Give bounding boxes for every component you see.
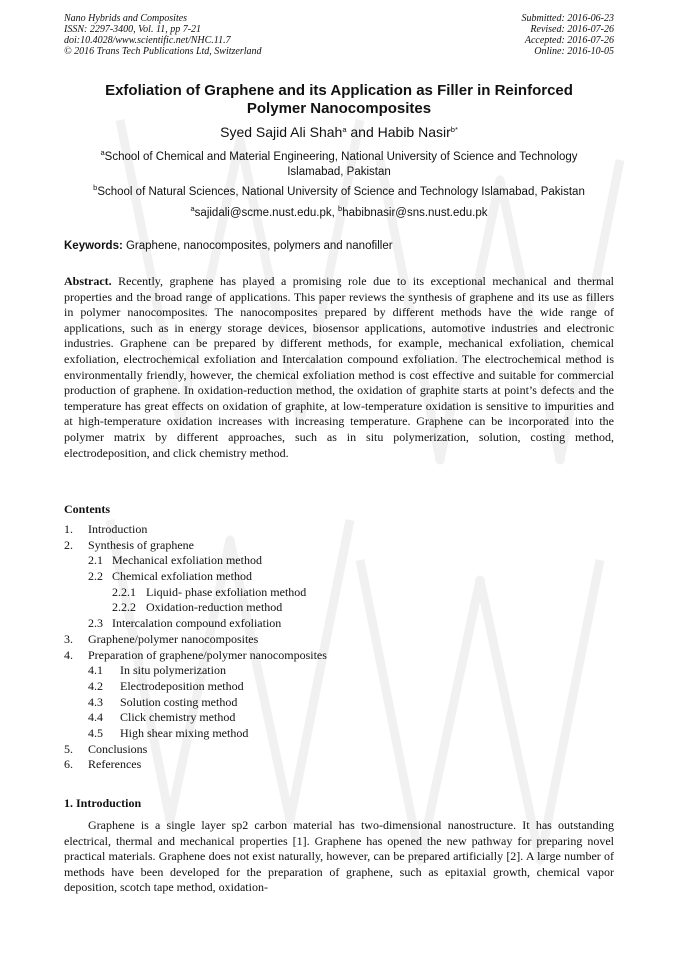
toc-item-number: 1. bbox=[64, 522, 73, 536]
affiliation-a bbox=[64, 150, 614, 180]
toc-item bbox=[64, 632, 564, 648]
toc-item-text: Conclusions bbox=[88, 741, 148, 756]
author-conjunction: and bbox=[346, 124, 378, 140]
toc-item bbox=[64, 695, 564, 711]
toc-item bbox=[64, 742, 564, 758]
toc-item-number: 2. bbox=[64, 537, 73, 552]
date-revised: Revised: 2016-07-26 bbox=[530, 24, 614, 35]
abstract-label: Abstract. bbox=[64, 274, 112, 288]
toc-item-number: 4.1 bbox=[88, 663, 103, 678]
affiliation-text: School of Chemical and Material Engineering, National University of Science and Technology bbox=[104, 151, 578, 163]
journal-info bbox=[64, 13, 262, 57]
toc-item-text: Introduction bbox=[88, 522, 148, 536]
toc-item-number: 2.2 bbox=[88, 569, 103, 584]
author-name: Syed Sajid Ali Shah bbox=[220, 124, 343, 140]
author-list bbox=[64, 123, 614, 141]
table-of-contents bbox=[64, 522, 564, 773]
toc-item-text: Solution costing method bbox=[120, 694, 238, 709]
date-submitted: Submitted: 2016-06-23 bbox=[521, 13, 614, 24]
email-mark: a bbox=[190, 204, 195, 213]
toc-item-number: 2.2.2 bbox=[112, 600, 136, 615]
toc-item-text: Preparation of graphene/polymer nanocomposites bbox=[88, 647, 327, 662]
journal-copyright: © 2016 Trans Tech Publications Ltd, Switzerland bbox=[64, 46, 262, 57]
date-online: Online: 2016-10-05 bbox=[534, 46, 614, 57]
affiliation-text: Islamabad, Pakistan bbox=[287, 166, 391, 178]
toc-item-number: 6. bbox=[64, 757, 73, 772]
toc-item-text: In situ polymerization bbox=[120, 663, 226, 678]
toc-item-number: 3. bbox=[64, 631, 73, 646]
title-line-1: Exfoliation of Graphene and its Application as Filler in Reinforced bbox=[105, 82, 573, 99]
toc-item-text: Synthesis of graphene bbox=[88, 537, 194, 552]
toc-item bbox=[64, 600, 564, 616]
toc-item-text: Intercalation compound exfoliation bbox=[112, 616, 282, 631]
toc-item bbox=[64, 569, 564, 585]
toc-item-number: 4. bbox=[64, 647, 73, 662]
introduction-paragraph: Graphene is a single layer sp2 carbon material has two-dimensional nanostructure. It has outstanding electrical, thermal and mechanical properties [1]. Graphene has opened the new pathway for preparing novel practical materials. Graphene does not exist naturally, however, can be prepared artificially [2]. A large number of methods have been developed for the preparation of graphene, such as epitaxial growth, chemical vapor deposition, scotch tape method, oxidation- bbox=[64, 818, 614, 895]
journal-issn: ISSN: 2297-3400, Vol. 11, pp 7-21 bbox=[64, 24, 202, 35]
toc-item-text: Chemical exfoliation method bbox=[112, 569, 252, 584]
toc-item bbox=[64, 553, 564, 569]
toc-item bbox=[64, 522, 564, 538]
submission-dates bbox=[522, 13, 615, 57]
email-line bbox=[64, 206, 614, 221]
affiliation-b bbox=[64, 185, 614, 200]
affiliation-text: School of Natural Sciences, National University of Science and Technology Islamabad, Pakistan bbox=[97, 186, 585, 198]
author-name: Habib Nasir bbox=[377, 124, 451, 140]
toc-item bbox=[64, 757, 564, 773]
toc-item-text: Mechanical exfoliation method bbox=[112, 553, 262, 568]
toc-item bbox=[64, 710, 564, 726]
journal-doi: doi:10.4028/www.scientific.net/NHC.11.7 bbox=[64, 35, 231, 46]
keywords-label: Keywords: bbox=[64, 240, 123, 252]
toc-item bbox=[64, 726, 564, 742]
toc-item-text: Click chemistry method bbox=[120, 710, 236, 725]
author-affiliation-mark: b* bbox=[450, 125, 458, 134]
abstract bbox=[64, 274, 614, 461]
toc-item-number: 2.1 bbox=[88, 553, 103, 568]
toc-item-number: 5. bbox=[64, 741, 73, 756]
journal-name: Nano Hybrids and Composites bbox=[64, 13, 188, 24]
toc-item bbox=[64, 663, 564, 679]
toc-item bbox=[64, 648, 564, 664]
contents-heading: Contents bbox=[64, 502, 111, 516]
toc-item bbox=[64, 585, 564, 601]
keywords-text: Graphene, nanocomposites, polymers and nanofiller bbox=[122, 240, 393, 252]
toc-item bbox=[64, 538, 564, 554]
toc-item-text: High shear mixing method bbox=[120, 725, 249, 740]
toc-item-number: 4.4 bbox=[88, 710, 103, 725]
paper-title bbox=[64, 82, 614, 118]
affiliation-mark: b bbox=[93, 183, 98, 192]
toc-item-text: Electrodeposition method bbox=[120, 678, 244, 693]
abstract-text: Recently, graphene has played a promising role due to its exceptional mechanical and thermal properties and the broad range of applications. This paper reviews the synthesis of graphene and its use as fillers in polymer nanocomposites. The nanocomposites prepared by different methods have the wide range of applications, such as in energy storage devices, biosensor applications, automotive industries and electronic industries. Graphene can be prepared by different methods, for example, mechanical exfoliation, chemical exfoliation, electrochemical exfoliation and Intercalation compound exfoliation. The electrochemical method is environmentally friendly, however, the chemical exfoliation method is cost effective and suitable for commercial production of graphene. In oxidation-reduction method, the oxidation of graphite starts at point’s defects and the temperature has great effects on oxidation of graphite, at low-temperature oxidation is sensitive to impurities and at high-temperature oxidation increases with increasing temperature. Graphene can be incorporated into the polymer matrix by different approaches, such as in situ polymerization, solution, costing method, electrodeposition, and click chemistry method. bbox=[64, 274, 614, 460]
email-address: sajidali@scme.nust.edu.pk, bbox=[194, 207, 339, 219]
toc-item-number: 4.5 bbox=[88, 725, 103, 740]
toc-item-number: 2.3 bbox=[88, 616, 103, 631]
section-heading: 1. Introduction bbox=[64, 796, 142, 810]
affiliation-mark: a bbox=[100, 148, 105, 157]
keywords bbox=[64, 239, 614, 254]
title-line-2: Polymer Nanocomposites bbox=[246, 100, 432, 117]
toc-item bbox=[64, 616, 564, 632]
toc-item bbox=[64, 679, 564, 695]
toc-item-text: References bbox=[88, 757, 142, 772]
toc-item-text: Oxidation-reduction method bbox=[146, 600, 283, 615]
toc-item-number: 4.2 bbox=[88, 678, 103, 693]
author-affiliation-mark: a bbox=[342, 125, 347, 134]
toc-item-number: 4.3 bbox=[88, 694, 103, 709]
toc-item-text: Liquid- phase exfoliation method bbox=[146, 584, 307, 599]
email-address: habibnasir@sns.nust.edu.pk bbox=[342, 207, 488, 219]
date-accepted: Accepted: 2016-07-26 bbox=[524, 35, 614, 46]
toc-item-number: 2.2.1 bbox=[112, 584, 136, 599]
toc-item-text: Graphene/polymer nanocomposites bbox=[88, 631, 259, 646]
email-mark: b bbox=[338, 204, 343, 213]
